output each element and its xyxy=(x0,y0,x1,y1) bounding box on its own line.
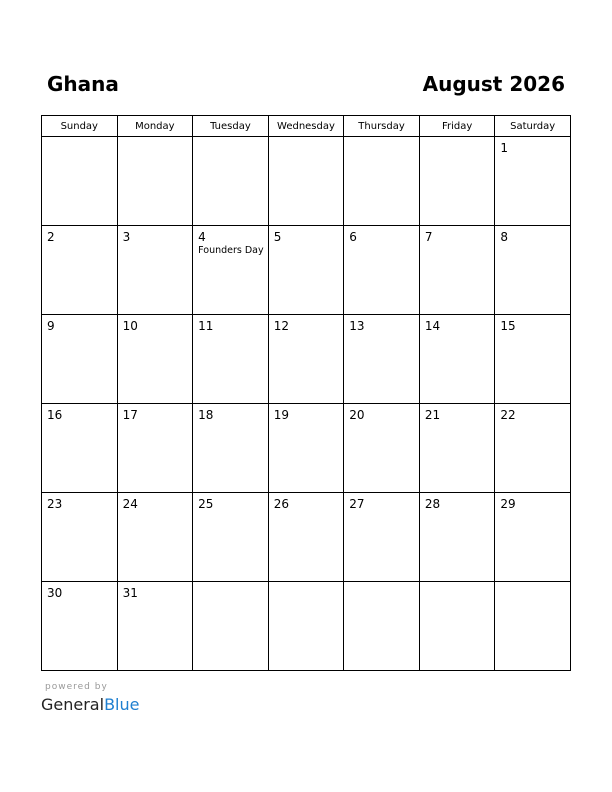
day-cell[interactable] xyxy=(42,404,118,493)
day-number: 19 xyxy=(273,408,289,422)
footer xyxy=(41,681,139,715)
day-cell[interactable] xyxy=(344,582,420,671)
day-cell[interactable] xyxy=(42,226,118,315)
day-number: 29 xyxy=(500,497,516,511)
day-cell[interactable] xyxy=(193,582,269,671)
day-cell[interactable] xyxy=(42,582,118,671)
day-number: 14 xyxy=(424,319,441,333)
weekday-saturday: Saturday xyxy=(495,116,571,137)
day-cell[interactable] xyxy=(495,137,571,226)
day-number: 10 xyxy=(122,319,138,333)
day-cell[interactable] xyxy=(344,137,420,226)
day-cell[interactable] xyxy=(344,493,420,582)
week-row xyxy=(42,226,571,315)
day-cell[interactable] xyxy=(419,315,495,404)
week-row xyxy=(42,315,571,404)
day-cell[interactable] xyxy=(344,315,420,404)
day-cell[interactable] xyxy=(495,493,571,582)
powered-by-text: powered by xyxy=(45,682,108,692)
day-number: 1 xyxy=(500,141,509,155)
day-cell[interactable] xyxy=(117,404,193,493)
weekday-sunday: Sunday xyxy=(42,116,118,137)
day-number: 13 xyxy=(349,319,365,333)
day-cell[interactable] xyxy=(117,226,193,315)
day-cell[interactable] xyxy=(419,493,495,582)
day-number: 24 xyxy=(122,497,138,511)
day-cell[interactable] xyxy=(344,226,420,315)
weekday-thursday: Thursday xyxy=(344,116,420,137)
day-number: 21 xyxy=(424,408,441,422)
day-cell[interactable] xyxy=(268,404,344,493)
day-number: 5 xyxy=(273,230,282,244)
brand-blue: Blue xyxy=(104,695,140,714)
day-number: 31 xyxy=(122,586,138,600)
day-number: 16 xyxy=(47,408,63,422)
week-row xyxy=(42,493,571,582)
day-number: 11 xyxy=(198,319,214,333)
day-number: 23 xyxy=(47,497,63,511)
week-row xyxy=(42,137,571,226)
day-cell[interactable] xyxy=(193,315,269,404)
day-number: 17 xyxy=(122,408,138,422)
country-title: Ghana xyxy=(47,72,119,96)
day-number: 30 xyxy=(47,586,63,600)
day-number: 12 xyxy=(273,319,289,333)
holiday-label: Founders Day xyxy=(198,245,264,256)
day-cell[interactable] xyxy=(268,226,344,315)
day-number: 25 xyxy=(198,497,214,511)
day-cell[interactable] xyxy=(495,315,571,404)
calendar-body xyxy=(42,137,571,671)
day-number: 4 xyxy=(198,230,206,244)
day-number: 3 xyxy=(122,230,131,244)
day-number: 7 xyxy=(424,230,433,244)
brand-logo[interactable] xyxy=(41,695,139,715)
day-number: 28 xyxy=(424,497,441,511)
day-cell[interactable] xyxy=(268,137,344,226)
day-number: 6 xyxy=(349,230,357,244)
day-number: 2 xyxy=(47,230,55,244)
week-row xyxy=(42,582,571,671)
calendar-header xyxy=(47,70,565,100)
day-cell[interactable] xyxy=(495,404,571,493)
weekday-tuesday: Tuesday xyxy=(193,116,269,137)
day-number: 18 xyxy=(198,408,214,422)
day-cell[interactable] xyxy=(495,582,571,671)
day-cell[interactable] xyxy=(42,137,118,226)
month-title: August 2026 xyxy=(422,72,565,96)
day-number: 9 xyxy=(47,319,55,333)
day-cell[interactable] xyxy=(193,493,269,582)
day-number: 27 xyxy=(349,497,365,511)
day-cell[interactable] xyxy=(344,404,420,493)
day-cell[interactable] xyxy=(117,137,193,226)
day-cell[interactable] xyxy=(42,315,118,404)
day-cell[interactable] xyxy=(42,493,118,582)
day-cell[interactable] xyxy=(268,315,344,404)
calendar-grid xyxy=(41,115,571,671)
weekday-wednesday: Wednesday xyxy=(268,116,344,137)
day-cell[interactable] xyxy=(193,404,269,493)
day-cell[interactable] xyxy=(193,226,269,315)
day-cell[interactable] xyxy=(268,493,344,582)
day-cell[interactable] xyxy=(117,315,193,404)
day-number: 20 xyxy=(349,408,365,422)
day-cell[interactable] xyxy=(419,226,495,315)
brand-general: General xyxy=(41,695,105,714)
day-cell[interactable] xyxy=(117,493,193,582)
day-cell[interactable] xyxy=(193,137,269,226)
day-number: 15 xyxy=(500,319,516,333)
day-number: 22 xyxy=(500,408,516,422)
day-number: 8 xyxy=(500,230,509,244)
day-cell[interactable] xyxy=(419,404,495,493)
day-number: 26 xyxy=(273,497,289,511)
day-cell[interactable] xyxy=(117,582,193,671)
day-cell[interactable] xyxy=(495,226,571,315)
weekday-header-row xyxy=(42,116,571,137)
day-cell[interactable] xyxy=(419,582,495,671)
day-cell[interactable] xyxy=(268,582,344,671)
weekday-friday: Friday xyxy=(419,116,495,137)
day-cell[interactable] xyxy=(419,137,495,226)
week-row xyxy=(42,404,571,493)
weekday-monday: Monday xyxy=(117,116,193,137)
